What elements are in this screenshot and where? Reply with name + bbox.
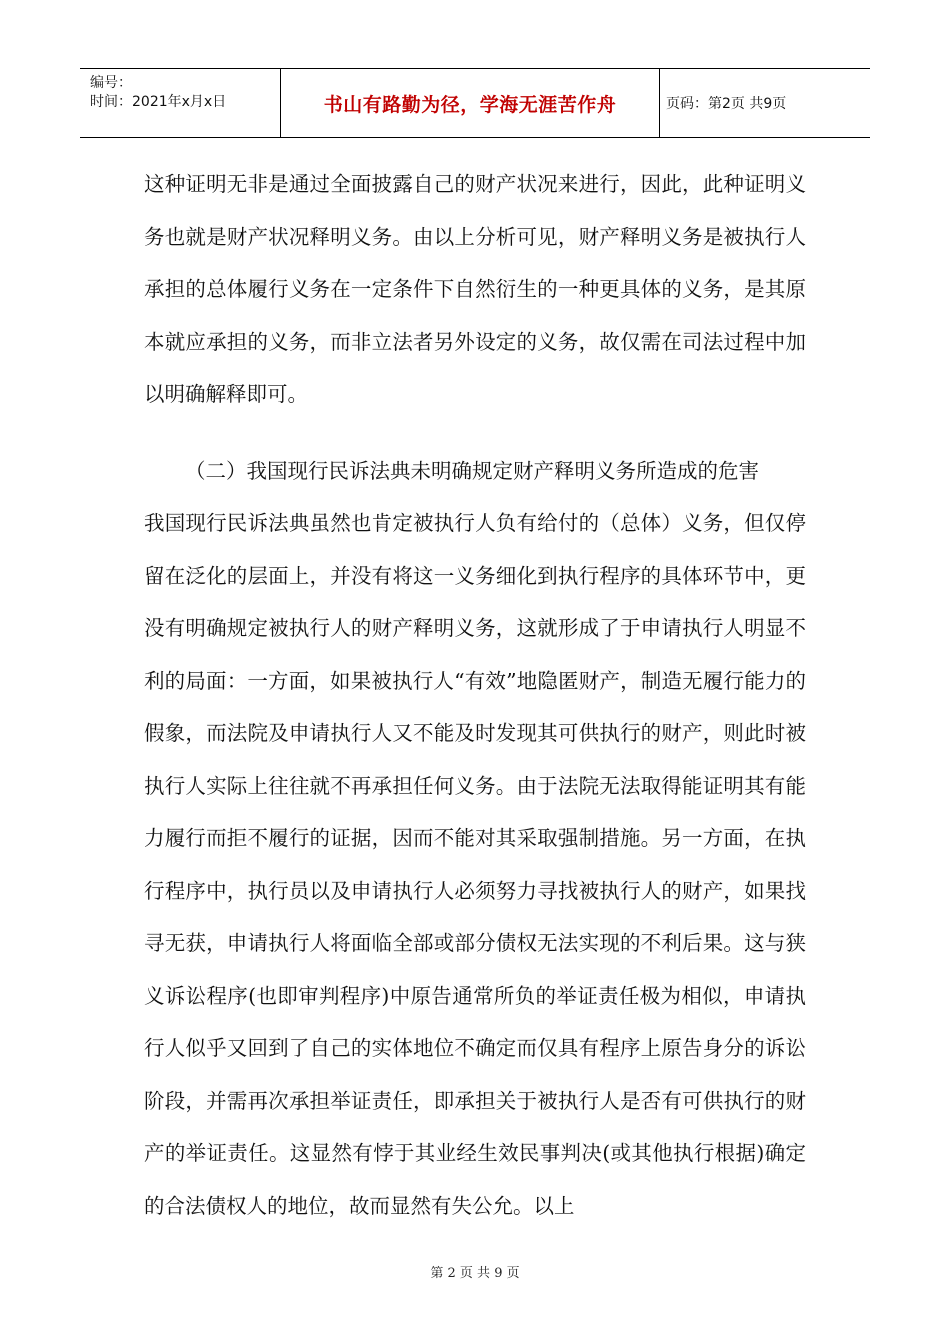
- header-meta: [80, 69, 280, 137]
- body-paragraph: 我国现行民诉法典虽然也肯定被执行人负有给付的（总体）义务，但仅停留在泛化的层面上，并没有将这一义务细化到执行程序的具体环节中，更没有明确规定被执行人的财产释明义务，这就形成了于申请执行人明显不利的局面：一方面，如果被执行人“有效”地隐匿财产，制造无履行能力的假象，而法院及申请执行人又不能及时发现其可供执行的财产，则此时被执行人实际上往往就不再承担任何义务。由于法院无法取得能证明其有能力履行而拒不履行的证据，因而不能对其采取强制措施。另一方面，在执行程序中，执行员以及申请执行人必须努力寻找被执行人的财产，如果找寻无获，申请执行人将面临全部或部分债权无法实现的不利后果。这与狭义诉讼程序(也即审判程序)中原告通常所负的举证责任极为相似，申请执行人似乎又回到了自己的实体地位不确定而仅具有程序上原告身分的诉讼阶段，并需再次承担举证责任，即承担关于被执行人是否有可供执行的财产的举证责任。这显然有悖于其业经生效民事判决(或其他执行根据)确定的合法债权人的地位，故而显然有失公允。以上: [144, 511, 806, 1218]
- section-heading: （二）我国现行民诉法典未明确规定财产释明义务所造成的危害: [185, 458, 759, 483]
- header-motto-cell: [280, 69, 660, 137]
- header-page-info: 页码：第2页 共9页: [666, 96, 787, 112]
- body-paragraph: 这种证明无非是通过全面披露自己的财产状况来进行，因此，此种证明义务也就是财产状况释明义务。由以上分析可见，财产释明义务是被执行人承担的总体履行义务在一定条件下自然衍生的一种更具体的义务，是其原本就应承担的义务，而非立法者另外设定的义务，故仅需在司法过程中加以明确解释即可。: [144, 172, 806, 406]
- header-motto: 书山有路勤为径，学海无涯苦作舟: [323, 93, 617, 116]
- document-body: [144, 158, 806, 1232]
- page-footer: 第 2 页 共 9 页: [430, 1266, 520, 1281]
- document-time-label: 时间：2021年x月x日: [90, 94, 227, 110]
- document-number-label: 编号：: [90, 75, 132, 91]
- page-header: [80, 68, 870, 138]
